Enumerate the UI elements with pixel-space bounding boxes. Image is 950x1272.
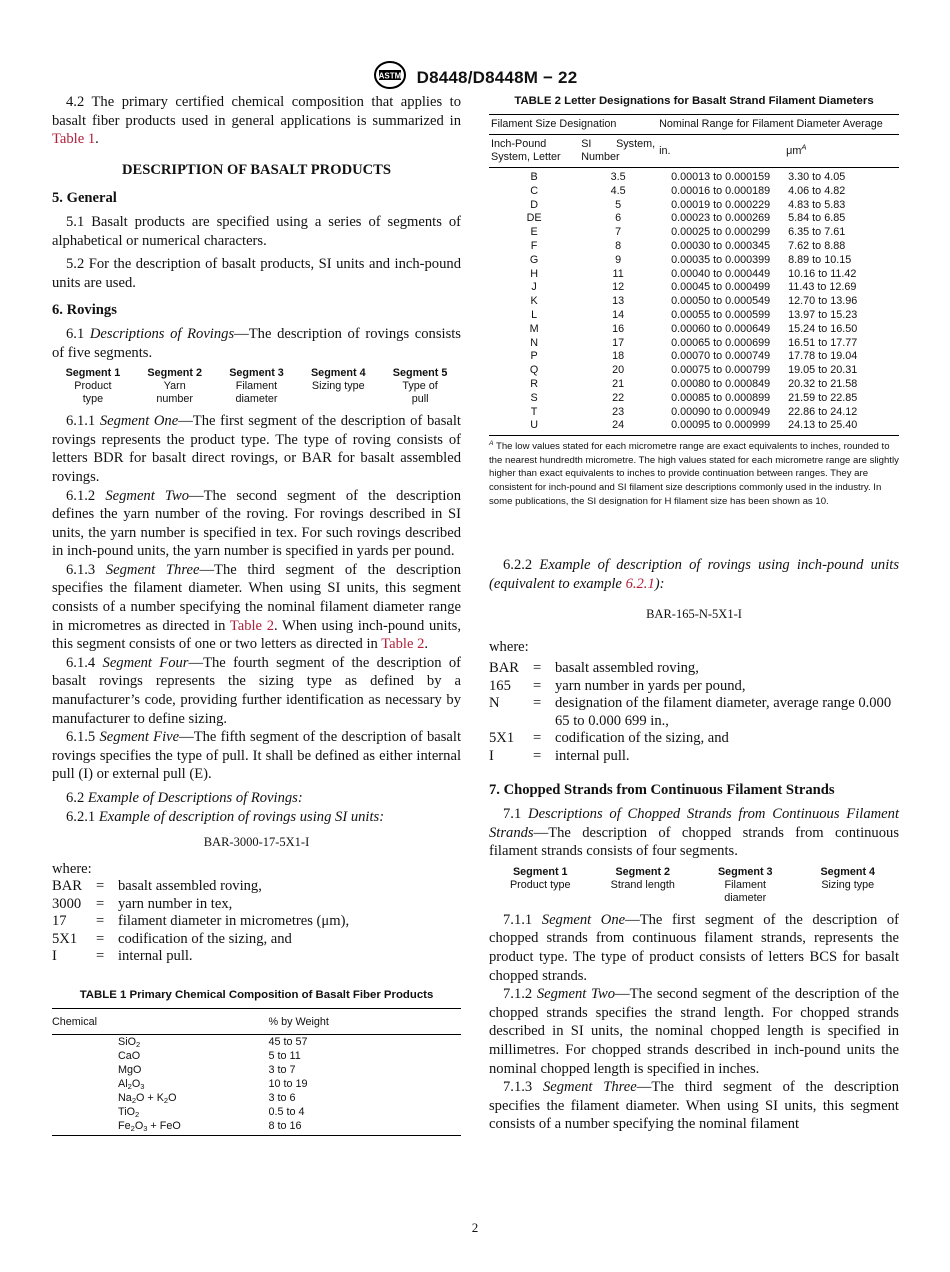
- paragraph-6-1-3: 6.1.3 Segment Three—The third segment of the description specifies the filament diameter. When using SI units, this segment consists of a number specifying the nominal filament diameter range in micrometres as directed in Table 2. When using inch-pound units, this segment consists of one or two letters as directed in Table 2.: [52, 561, 461, 653]
- table2-row: R 21 0.00080 to 0.000849 20.32 to 21.58: [530, 377, 858, 390]
- table2-row: F 8 0.00030 to 0.000345 7.62 to 8.88: [530, 239, 846, 252]
- table2-row: U 24 0.00095 to 0.000999 24.13 to 25.40: [489, 419, 899, 435]
- table1-header-chemical: Chemical: [52, 1008, 257, 1035]
- table2-row: P 18 0.00070 to 0.000749 17.78 to 19.04: [530, 350, 858, 363]
- segment-cell: Segment 4 Sizing type: [820, 865, 876, 891]
- paragraph-7-1-1: 7.1.1 Segment One—The first segment of the description of chopped strands from continuous filament strands, represents the product type. The type of product consists of letters BCS for basalt chopped strands.: [489, 911, 899, 984]
- table2-row: B 3.5 0.00013 to 0.000159 3.30 to 4.05: [530, 171, 846, 183]
- where-label: where:: [489, 638, 529, 655]
- paragraph-6-2-2: 6.2.2 Example of description of rovings using inch-pound units (equivalent to example 6.2.1):: [489, 557, 899, 592]
- segment-cell: Segment 2 Strand length: [610, 865, 675, 891]
- table2: [489, 114, 899, 436]
- table2-row: H 11 0.00040 to 0.000449 10.16 to 11.42: [530, 267, 857, 280]
- segment-cell: Segment 2 Yarn number: [147, 367, 202, 406]
- page-number: 2: [471, 1220, 479, 1235]
- table2-row: M 16 0.00060 to 0.000649 15.24 to 16.50: [529, 322, 858, 335]
- section-5-title: 5. General: [52, 190, 117, 207]
- table2-row: DE 6 0.00023 to 0.000269 5.84 to 6.85: [526, 212, 846, 225]
- page-header: [0, 60, 950, 95]
- paragraph-5-1: 5.1 Basalt products are specified using a series of segments of alphabetical or numerical characters.: [52, 213, 461, 249]
- paragraph-6-1: 6.1 Descriptions of Rovings—The description of rovings consists of five segments.: [52, 325, 461, 361]
- example-code-ip: BAR-165-N-5X1-I: [646, 607, 742, 622]
- table2-row: N 17 0.00065 to 0.000699 16.51 to 17.77: [530, 336, 858, 349]
- document-designation: D8448/D8448M − 22: [416, 67, 578, 87]
- table2-row: E 7 0.00025 to 0.000299 6.35 to 7.61: [530, 226, 846, 239]
- table2-row: K 13 0.00050 to 0.000549 12.70 to 13.96: [530, 295, 858, 308]
- table1-row: $Al_2O_3$ 10 to 19: [118, 1078, 308, 1092]
- paragraph-7-1-2: 7.1.2 Segment Two—The second segment of the description of the chopped strands specifies the strand length. For chopped strands described in SI units, the nominal chopped length is specified in millimetres. For chopped strands described in inch-pound units the nominal chopped length is specified in inches.: [489, 986, 900, 1077]
- paragraph-6-1-2: 6.1.2 Segment Two—The second segment of the description defines the yarn number of the roving. For rovings described in SI units, the yarn number is specified in tex. For such rovings described in inch-pound units, the yarn number is specified in yards per pound.: [52, 487, 462, 560]
- segment-cell: Segment 4 Sizing type: [310, 367, 366, 393]
- table2-header-inch: Inch-Pound System, Letter: [489, 135, 579, 168]
- paragraph-6-1-5: 6.1.5 Segment Five—The fifth segment of the description of basalt rovings specifies the type of pull. It shall be defined as either internal pull (I) or external pull (E).: [52, 729, 462, 783]
- table1-caption: TABLE 1 Primary Chemical Composition of Basalt Fiber Products: [79, 988, 434, 1001]
- chopped-segments: [489, 866, 899, 905]
- paragraph-6-2: 6.2 Example of Descriptions of Rovings:: [66, 790, 303, 806]
- paragraph-6-1-1: 6.1.1 Segment One—The first segment of the description of basalt rovings represents the product type. The type of roving consists of letters BDR for basalt direct rovings, or BAR for basalt assembled rovings.: [52, 413, 461, 485]
- table2-row: Q 20 0.00075 to 0.000799 19.05 to 20.31: [529, 364, 858, 377]
- table2-header-si: SI System, Number: [579, 135, 657, 168]
- section-6-title: 6. Rovings: [52, 302, 117, 319]
- table2-header-size: Filament Size Designation: [489, 115, 657, 135]
- paragraph-7-1: 7.1 Descriptions of Chopped Strands from Continuous Filament Strands—The description of chopped strands from continuous filament strands consists of four segments.: [489, 806, 899, 860]
- segment-cell: Segment 5 Type of pull: [392, 367, 448, 406]
- paragraph-4-2: 4.2 The primary certified chemical composition that applies to basalt fiber products used in general applications is summarized in Table 1.: [52, 94, 461, 148]
- table2-row: L 14 0.00055 to 0.000599 13.97 to 15.23: [531, 308, 858, 321]
- segment-cell: Segment 3 Filament diameter: [717, 865, 773, 904]
- section-heading-description: DESCRIPTION OF BASALT PRODUCTS: [121, 161, 392, 178]
- table1: [52, 1008, 461, 1137]
- table1-header-weight: % by Weight: [257, 1008, 462, 1035]
- segment-cell: Segment 3 Filament diameter: [229, 367, 284, 406]
- where-label: where:: [52, 860, 92, 877]
- astm-logo-icon: [373, 60, 407, 95]
- table2-row: D 5 0.00019 to 0.000229 4.83 to 5.83: [530, 198, 846, 211]
- table1-row: CaO 5 to 11: [118, 1050, 301, 1063]
- svg-text:ASTM: ASTM: [378, 71, 401, 81]
- table2-caption: TABLE 2 Letter Designations for Basalt Strand Filament Diameters: [514, 95, 874, 107]
- table2-header-range: Nominal Range for Filament Diameter Average: [657, 115, 899, 135]
- table1-row: TiO$_2$ 0.5 to 4: [118, 1106, 305, 1120]
- table2-header-um: $\mu m^A$: [784, 135, 899, 168]
- left-column: [52, 93, 461, 1136]
- paragraph-7-1-3: 7.1.3 Segment Three—The third segment of the description specifies the filament diameter. When using SI units, this segment consists of a number specifying the nominal filament: [489, 1079, 900, 1133]
- paragraph-5-2: 5.2 For the description of basalt products, SI units and inch-pound units are used.: [52, 256, 461, 291]
- table2-footnote: $^A$ The low values stated for each micrometre range are exact equivalents to inches, rounded to the nearest hundredth micrometre. The high values stated for each micrometre range are slightly higher than exact equivalents to inches to provide continuation between ranges. They are consistent for inch-pound and SI filament size descriptions commonly used in the industry. In some publications, the SI designation for H filament size has been shown as 10.: [489, 439, 899, 507]
- table2-row: C 4.5 0.00016 to 0.000189 4.06 to 4.82: [530, 184, 846, 197]
- table2-row: T 23 0.00090 to 0.000949 22.86 to 24.12: [530, 405, 858, 418]
- paragraph-6-2-1: 6.2.1 Example of description of rovings using SI units:: [66, 808, 385, 825]
- table2-link[interactable]: Table 2: [381, 636, 425, 653]
- segment-cell: Segment 1 Product type: [65, 367, 121, 406]
- example-6-2-1-link[interactable]: 6.2.1: [625, 575, 655, 592]
- table2-link[interactable]: Table 2: [229, 617, 274, 634]
- roving-segments: [52, 367, 461, 406]
- example-code-si: BAR-3000-17-5X1-I: [203, 835, 310, 850]
- paragraph-6-1-4: 6.1.4 Segment Four—The fourth segment of the description of basalt rovings represents the sizing type as defined by a manufacturer’s code, providing further identification as necessary by manufacturer to define sizing.: [52, 654, 461, 727]
- table2-row: G 9 0.00035 to 0.000399 8.89 to 10.15: [529, 253, 852, 266]
- table1-link[interactable]: Table 1: [52, 131, 96, 148]
- table1-row: SiO$_2$ 45 to 57: [118, 1036, 308, 1050]
- table2-row: J 12 0.00045 to 0.000499 11.43 to 12.69: [531, 281, 857, 294]
- table2-header-in: in.: [657, 135, 784, 168]
- table1-row: MgO 3 to 7: [118, 1064, 296, 1077]
- definition-list-ip: BAR = basalt assembled roving, 165 = yarn number in yards per pound, N = designation of the filament diameter, average range 0.000 65 to 0.000 699 in., 5X1 = codification of the sizing, and I = internal pull.: [489, 660, 892, 764]
- right-column: [489, 93, 899, 1134]
- table2-row: S 22 0.00085 to 0.000899 21.59 to 22.85: [530, 391, 858, 404]
- table1-row: $Na_2O + K_2O$ 3 to 6: [118, 1092, 296, 1106]
- segment-cell: Segment 1 Product type: [509, 865, 571, 891]
- table1-row: $Fe_2O_3$ + FeO 8 to 16: [52, 1119, 461, 1136]
- section-7-title: 7. Chopped Strands from Continuous Filament Strands: [489, 782, 835, 799]
- definition-list-si: BAR = basalt assembled roving, 3000 = yarn number in tex, 17 = filament diameter in micrometres (μm), 5X1 = codification of the sizing, and I = internal pull.: [52, 878, 350, 965]
